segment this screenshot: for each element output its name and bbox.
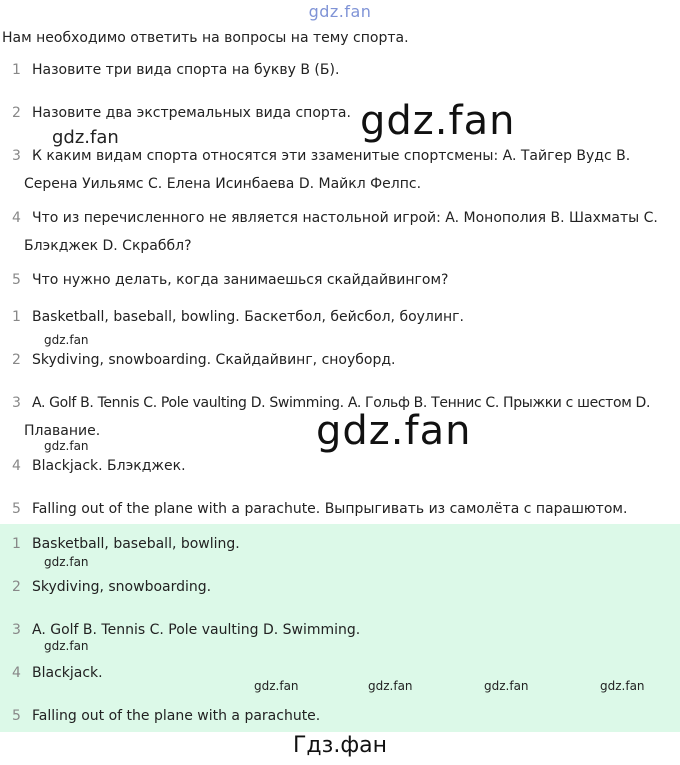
watermark: gdz.fan: [254, 679, 299, 693]
watermark: gdz.fan: [52, 127, 119, 148]
question-number: 2: [12, 105, 21, 121]
question-text: Назовите три вида спорта на букву B (Б).: [32, 62, 340, 78]
answer-number: 1: [12, 309, 21, 325]
answer-number: 3: [12, 395, 21, 411]
answer-number: 4: [12, 665, 21, 681]
question-number: 3: [12, 148, 21, 164]
watermark: gdz.fan: [44, 555, 89, 569]
answer-text: Blackjack.: [32, 665, 103, 681]
watermark: gdz.fan: [368, 679, 413, 693]
question-number: 4: [12, 210, 21, 226]
answer-number: 1: [12, 536, 21, 552]
answer-text: Basketball, baseball, bowling. Баскетбол, бейсбол, боулинг.: [32, 309, 464, 325]
question-text: Что из перечисленного не является настольной игрой: A. Монополия B. Шахматы C.: [32, 210, 658, 226]
watermark: gdz.fan: [44, 333, 89, 347]
question-text-continued: Серена Уильямс C. Елена Исинбаева D. Майкл Фелпс.: [24, 176, 422, 192]
question-text: Назовите два экстремальных вида спорта.: [32, 105, 351, 121]
answer-text: Falling out of the plane with a parachute.: [32, 708, 321, 724]
watermark: gdz.fan: [600, 679, 645, 693]
answer-text: Skydiving, snowboarding. Скайдайвинг, сноуборд.: [32, 352, 396, 368]
watermark: gdz.fan: [44, 639, 89, 653]
question-number: 5: [12, 272, 21, 288]
intro-text: Нам необходимо ответить на вопросы на тему спорта.: [2, 30, 409, 46]
answer-number: 3: [12, 622, 21, 638]
answer-number: 5: [12, 501, 21, 517]
answer-text: Basketball, baseball, bowling.: [32, 536, 240, 552]
answer-text-continued: Плавание.: [24, 423, 101, 439]
answer-text: Skydiving, snowboarding.: [32, 579, 212, 595]
answer-number: 4: [12, 458, 21, 474]
answer-number: 2: [12, 352, 21, 368]
question-number: 1: [12, 62, 21, 78]
answer-text: Falling out of the plane with a parachute. Выпрыгивать из самолёта с парашютом.: [32, 501, 628, 517]
answer-number: 5: [12, 708, 21, 724]
watermark: gdz.fan: [360, 98, 516, 144]
top-logo[interactable]: gdz.fan: [308, 2, 372, 21]
watermark: gdz.fan: [316, 408, 472, 454]
watermark: gdz.fan: [484, 679, 529, 693]
question-text-continued: Блэкджек D. Скраббл?: [24, 238, 192, 254]
bottom-brand[interactable]: Гдз.фан: [293, 733, 387, 758]
answer-number: 2: [12, 579, 21, 595]
question-text: К каким видам спорта относятся эти ззаменитые спортсмены: A. Тайгер Вудс B.: [32, 148, 631, 164]
answer-text: A. Golf B. Tennis C. Pole vaulting D. Swimming. A. Гольф B. Теннис C. Прыжки с шестом D.: [32, 395, 651, 411]
watermark: gdz.fan: [44, 439, 89, 453]
answer-text: A. Golf B. Tennis C. Pole vaulting D. Swimming.: [32, 622, 361, 638]
question-text: Что нужно делать, когда занимаешься скайдайвингом?: [32, 272, 449, 288]
answer-text: Blackjack. Блэкджек.: [32, 458, 186, 474]
